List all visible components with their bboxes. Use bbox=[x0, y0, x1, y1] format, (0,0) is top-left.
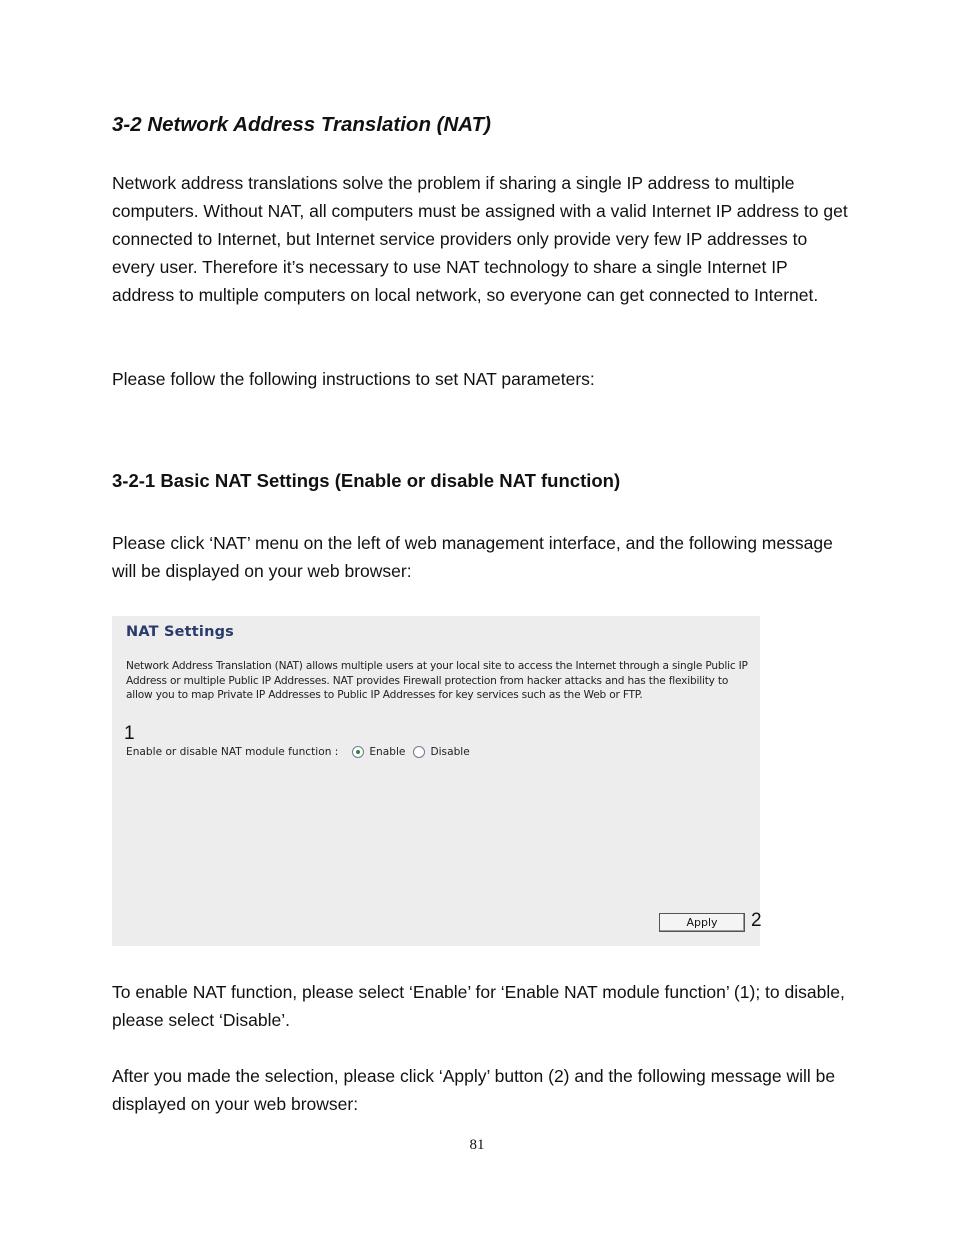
enable-paragraph: To enable NAT function, please select ‘Enable’ for ‘Enable NAT module function’ (1); to disable, please select ‘Disable’. bbox=[112, 982, 845, 1030]
nat-settings-screenshot bbox=[112, 616, 760, 946]
nat-enable-row bbox=[126, 746, 470, 758]
callout-marker-1: 1 bbox=[124, 723, 135, 744]
enable-radio-label[interactable]: Enable bbox=[369, 746, 406, 758]
apply-button[interactable]: Apply bbox=[659, 913, 745, 932]
disable-radio-label[interactable]: Disable bbox=[430, 746, 470, 758]
nat-settings-description: Network Address Translation (NAT) allows multiple users at your local site to access the Internet through a single Public IP Address or multiple Public IP Addresses. NAT provides Firewall protection from hacker attacks and has the flexibility to allow you to map Private IP Addresses to Public IP Addresses for key services such as the Web or FTP. bbox=[126, 660, 748, 701]
subsection-title: 3-2-1 Basic NAT Settings (Enable or disable NAT function) bbox=[112, 470, 621, 491]
intro-paragraph: Network address translations solve the problem if sharing a single IP address to multiple computers. Without NAT, all computers must be assigned with a valid Internet IP address to get connected to Internet, but Internet service providers only provide very few IP addresses to every user. Therefore it’s necessary to use NAT technology to share a single Internet IP address to multiple computers on local network, so everyone can get connected to Internet. bbox=[112, 173, 848, 305]
enable-radio[interactable] bbox=[352, 746, 364, 758]
after-paragraph: After you made the selection, please click ‘Apply’ button (2) and the following message will be displayed on your web browser: bbox=[112, 1066, 836, 1114]
click-paragraph: Please click ‘NAT’ menu on the left of web management interface, and the following message will be displayed on your web browser: bbox=[112, 533, 833, 581]
disable-radio[interactable] bbox=[413, 746, 425, 758]
page-number: 81 bbox=[469, 1137, 485, 1153]
section-title: 3-2 Network Address Translation (NAT) bbox=[112, 113, 491, 136]
callout-marker-2: 2 bbox=[751, 910, 762, 931]
instructions-paragraph: Please follow the following instructions to set NAT parameters: bbox=[112, 369, 595, 389]
nat-settings-title: NAT Settings bbox=[126, 624, 235, 640]
nat-enable-label: Enable or disable NAT module function : bbox=[126, 746, 339, 758]
